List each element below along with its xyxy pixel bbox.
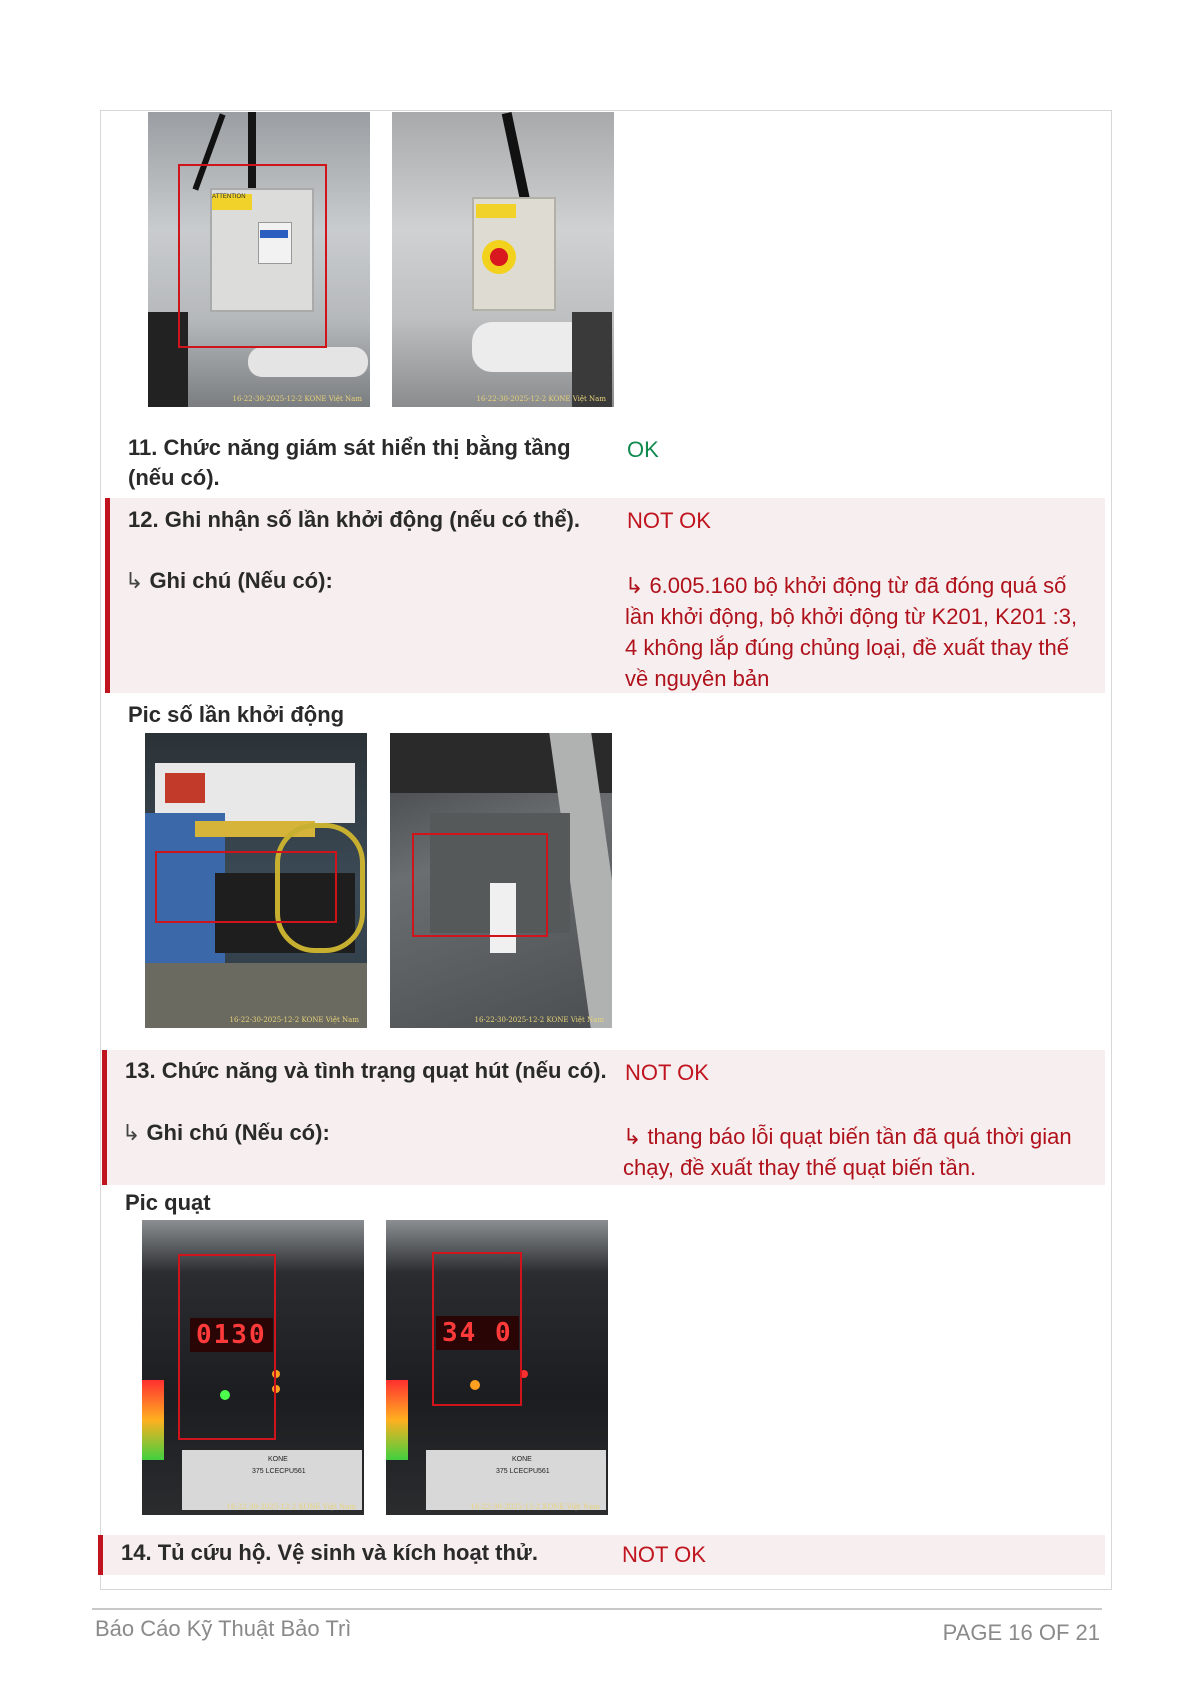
photo-switch-box-open	[148, 112, 370, 407]
item-12-note: ↳ 6.005.160 bộ khởi động từ đã đóng quá số lần khởi động, bộ khởi động từ K201, K201 :3, 4 không lắp đúng chủng loại, đề xuất thay thế về nguyên bản	[625, 573, 1078, 691]
photo-contactors	[145, 733, 367, 1028]
photo-timestamp: 16-22-30-2025-12-2 KONE Việt Nam	[474, 1016, 604, 1024]
item-14-status: NOT OK	[622, 1542, 706, 1567]
footer-page-number: PAGE 16 OF 21	[942, 1620, 1100, 1645]
item-12-title: 12. Ghi nhận số lần khởi động (nếu có thể).	[128, 507, 580, 532]
pic-13-label: Pic quạt	[125, 1190, 211, 1215]
item-12-note-label: ↳ Ghi chú (Nếu có):	[125, 568, 333, 593]
item-12-status: NOT OK	[627, 508, 711, 533]
highlight-box	[178, 164, 327, 348]
photo-timestamp: 16-22-30-2025-12-2 KONE Việt Nam	[226, 1503, 356, 1511]
photo-switch-box-closed	[392, 112, 614, 407]
highlight-box	[155, 851, 337, 923]
item-13-note-label: ↳ Ghi chú (Nếu có):	[122, 1120, 330, 1145]
return-arrow-icon: ↳	[122, 1120, 141, 1145]
pic-12-label: Pic số lần khởi động	[128, 702, 345, 727]
item-13-title: 13. Chức năng và tình trạng quạt hút (nếu có).	[125, 1058, 607, 1083]
photo-contactor-detail	[390, 733, 612, 1028]
attention-sticker: ATTENTION	[212, 194, 252, 210]
item-13-note: ↳ thang báo lỗi quạt biến tần đã quá thời gian chạy, đề xuất thay thế quạt biến tần.	[623, 1124, 1072, 1180]
footer-report-title: Báo Cáo Kỹ Thuật Bảo Trì	[95, 1616, 352, 1641]
photo-timestamp: 16-22-30-2025-12-2 KONE Việt Nam	[229, 1016, 359, 1024]
photo-timestamp: 16-22-30-2025-12-2 KONE Việt Nam	[476, 395, 606, 403]
highlight-box	[412, 833, 548, 937]
board-label: KONE 375 LCECPU561	[426, 1450, 606, 1510]
item-14-title: 14. Tủ cứu hộ. Vệ sinh và kích hoạt thử.	[121, 1540, 538, 1565]
return-arrow-icon: ↳	[623, 1124, 642, 1149]
seven-segment-display: 34 0	[436, 1316, 519, 1350]
photo-board-display-2	[386, 1220, 608, 1515]
highlight-box	[432, 1252, 522, 1406]
item-11-title: 11. Chức năng giám sát hiển thị bằng tầng (nếu có).	[128, 435, 571, 490]
footer-divider	[92, 1608, 1102, 1610]
photo-board-display-1	[142, 1220, 364, 1515]
photo-timestamp: 16-22-30-2025-12-2 KONE Việt Nam	[232, 395, 362, 403]
highlight-box	[178, 1254, 276, 1440]
item-11-status: OK	[627, 437, 659, 462]
return-arrow-icon: ↳	[625, 573, 644, 598]
item-13-status: NOT OK	[625, 1060, 709, 1085]
board-label: KONE 375 LCECPU561	[182, 1450, 362, 1510]
return-arrow-icon: ↳	[125, 568, 144, 593]
photo-timestamp: 16-22-30-2025-12-2 KONE Việt Nam	[470, 1503, 600, 1511]
seven-segment-display: 0130	[190, 1318, 273, 1352]
